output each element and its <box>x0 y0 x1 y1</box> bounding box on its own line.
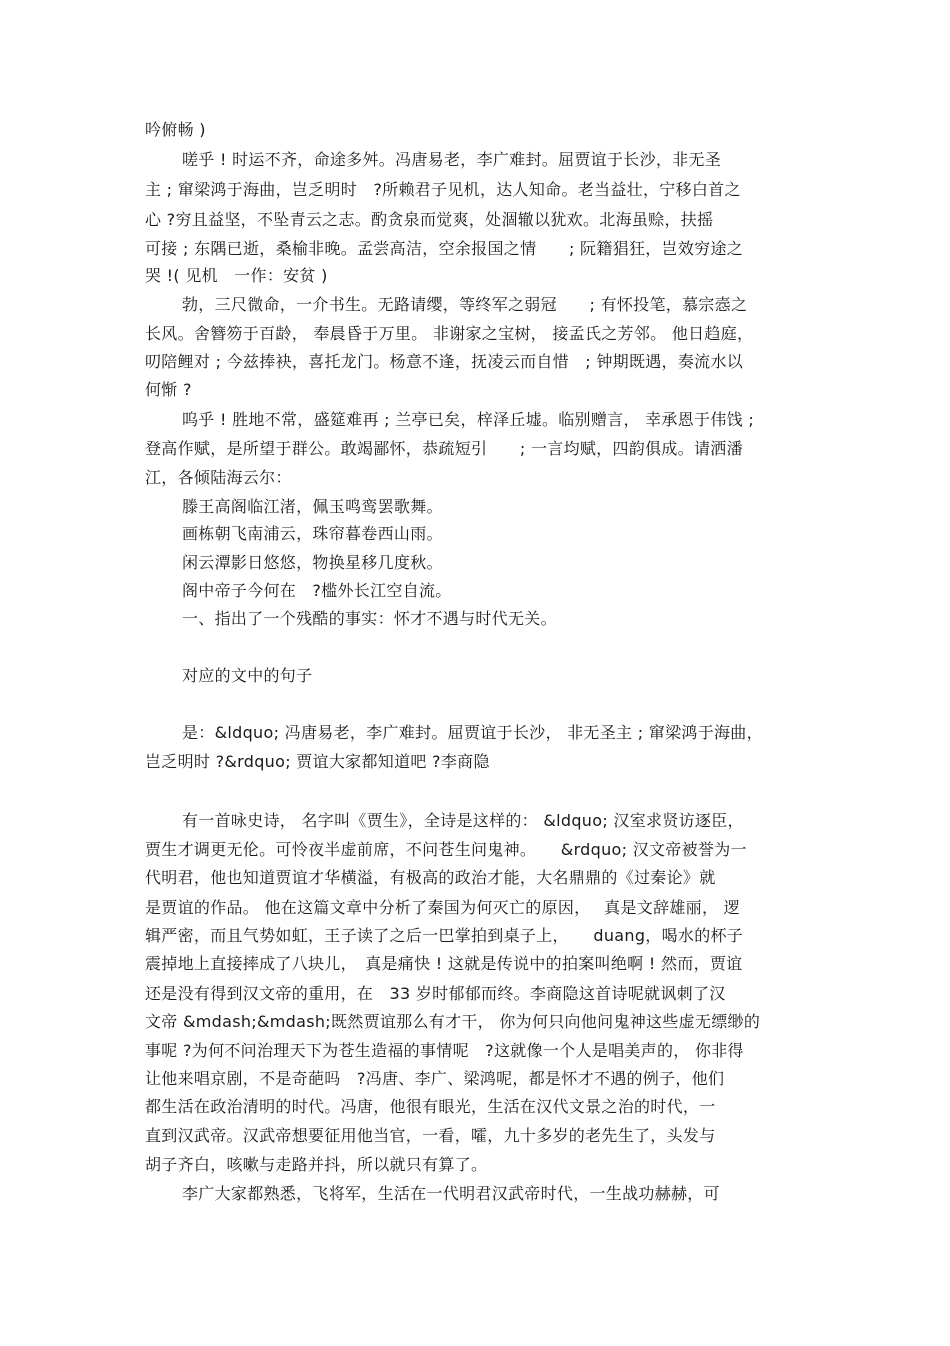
text-line: 主 ; 窜梁鸿于海曲，岂乏明时 ?所赖君子见机，达人知命。老当益壮，宁移白首之 <box>145 180 741 199</box>
text-line: 都生活在政治清明的时代。冯唐，他很有眼光，生活在汉代文景之治的时代，一 <box>145 1097 716 1116</box>
text-line: 岂乏明时 ?&rdquo; 贾谊大家都知道吧 ?李商隐 <box>145 752 490 771</box>
text-line: 还是没有得到汉文帝的重用，在 33 岁时郁郁而终。李商隐这首诗呢就讽刺了汉 <box>145 984 726 1003</box>
text-line: 何惭 ? <box>145 380 192 399</box>
text-line: 心 ?穷且益坚，不坠青云之志。酌贪泉而觉爽，处涸辙以犹欢。北海虽赊，扶摇 <box>145 210 714 229</box>
text-line: 吟俯畅 ) <box>145 120 206 139</box>
text-line: 让他来唱京剧，不是奇葩吗 ?冯唐、李广、梁鸿呢，都是怀才不遇的例子，他们 <box>145 1069 725 1088</box>
poem-line: 滕王高阁临江渚，佩玉鸣鸾罢歌舞。 <box>182 497 443 516</box>
text-line: 胡子齐白，咳嗽与走路并抖，所以就只有算了。 <box>145 1155 488 1174</box>
text-line: 文帝 &mdash;&mdash;既然贾谊那么有才干， 你为何只向他问鬼神这些虚无缥缈的 <box>145 1012 761 1031</box>
poem-line: 阁中帝子今何在 ?槛外长江空自流。 <box>182 581 452 600</box>
poem-line: 闲云潭影日悠悠，物换星移几度秋。 <box>182 553 443 572</box>
text-line: 是：&ldquo; 冯唐易老，李广难封。屈贾谊于长沙， 非无圣主 ; 窜梁鸿于海曲， <box>182 723 763 742</box>
text-line: 嗟乎 ! 时运不齐，命途多舛。冯唐易老，李广难封。屈贾谊于长沙，非无圣 <box>182 150 722 169</box>
text-line: 直到汉武帝。汉武帝想要征用他当官，一看，嚯，九十多岁的老先生了，头发与 <box>145 1126 716 1145</box>
text-line: 叨陪鲤对 ; 今兹捧袂，喜托龙门。杨意不逢，抚凌云而自惜 ; 钟期既遇，奏流水以 <box>145 352 744 371</box>
text-line: 江，各倾陆海云尔： <box>145 468 292 487</box>
section-heading: 一、指出了一个残酷的事实：怀才不遇与时代无关。 <box>182 609 557 628</box>
text-line: 勃，三尺微命，一介书生。无路请缨，等终军之弱冠 ; 有怀投笔，慕宗悫之 <box>182 295 748 314</box>
text-line: 呜乎 ! 胜地不常，盛筵难再 ; 兰亭已矣，梓泽丘墟。临别赠言， 幸承恩于伟饯 ; <box>182 410 755 429</box>
text-line: 哭 !( 见机 一作：安贫 ) <box>145 266 328 285</box>
text-line: 李广大家都熟悉，飞将军，生活在一代明君汉武帝时代，一生战功赫赫，可 <box>182 1184 720 1203</box>
text-line: 震掉地上直接摔成了八块儿， 真是痛快 ! 这就是传说中的拍案叫绝啊 ! 然而，贾谊 <box>145 954 743 973</box>
text-line: 辑严密，而且气势如虹，王子读了之后一巴掌拍到桌子上， duang，喝水的杯子 <box>145 926 744 945</box>
text-line: 登高作赋，是所望于群公。敢竭鄙怀，恭疏短引 ; 一言均赋，四韵俱成。请洒潘 <box>145 439 743 458</box>
text-line: 代明君，他也知道贾谊才华横溢，有极高的政治才能，大名鼎鼎的《过秦论》就 <box>145 868 716 887</box>
text-line: 贾生才调更无伦。可怜夜半虚前席，不问苍生问鬼神。 &rdquo; 汉文帝被誉为一 <box>145 840 747 859</box>
text-line: 长风。舍簪笏于百龄， 奉晨昏于万里。 非谢家之宝树， 接孟氏之芳邻。 他日趋庭， <box>145 324 754 343</box>
poem-line: 画栋朝飞南浦云，珠帘暮卷西山雨。 <box>182 524 443 543</box>
text-line: 可接 ; 东隅已逝，桑榆非晚。孟尝高洁，空余报国之情 ; 阮籍猖狂，岂效穷途之 <box>145 239 744 258</box>
text-line: 事呢 ?为何不问治理天下为苍生造福的事情呢 ?这就像一个人是唱美声的， 你非得 <box>145 1041 744 1060</box>
text-line: 有一首咏史诗， 名字叫《贾生》，全诗是这样的： &ldquo; 汉室求贤访逐臣， <box>182 811 744 830</box>
text-line: 对应的文中的句子 <box>182 666 313 685</box>
text-line: 是贾谊的作品。 他在这篇文章中分析了秦国为何灭亡的原因， 真是文辞雄丽， 逻 <box>145 898 740 917</box>
